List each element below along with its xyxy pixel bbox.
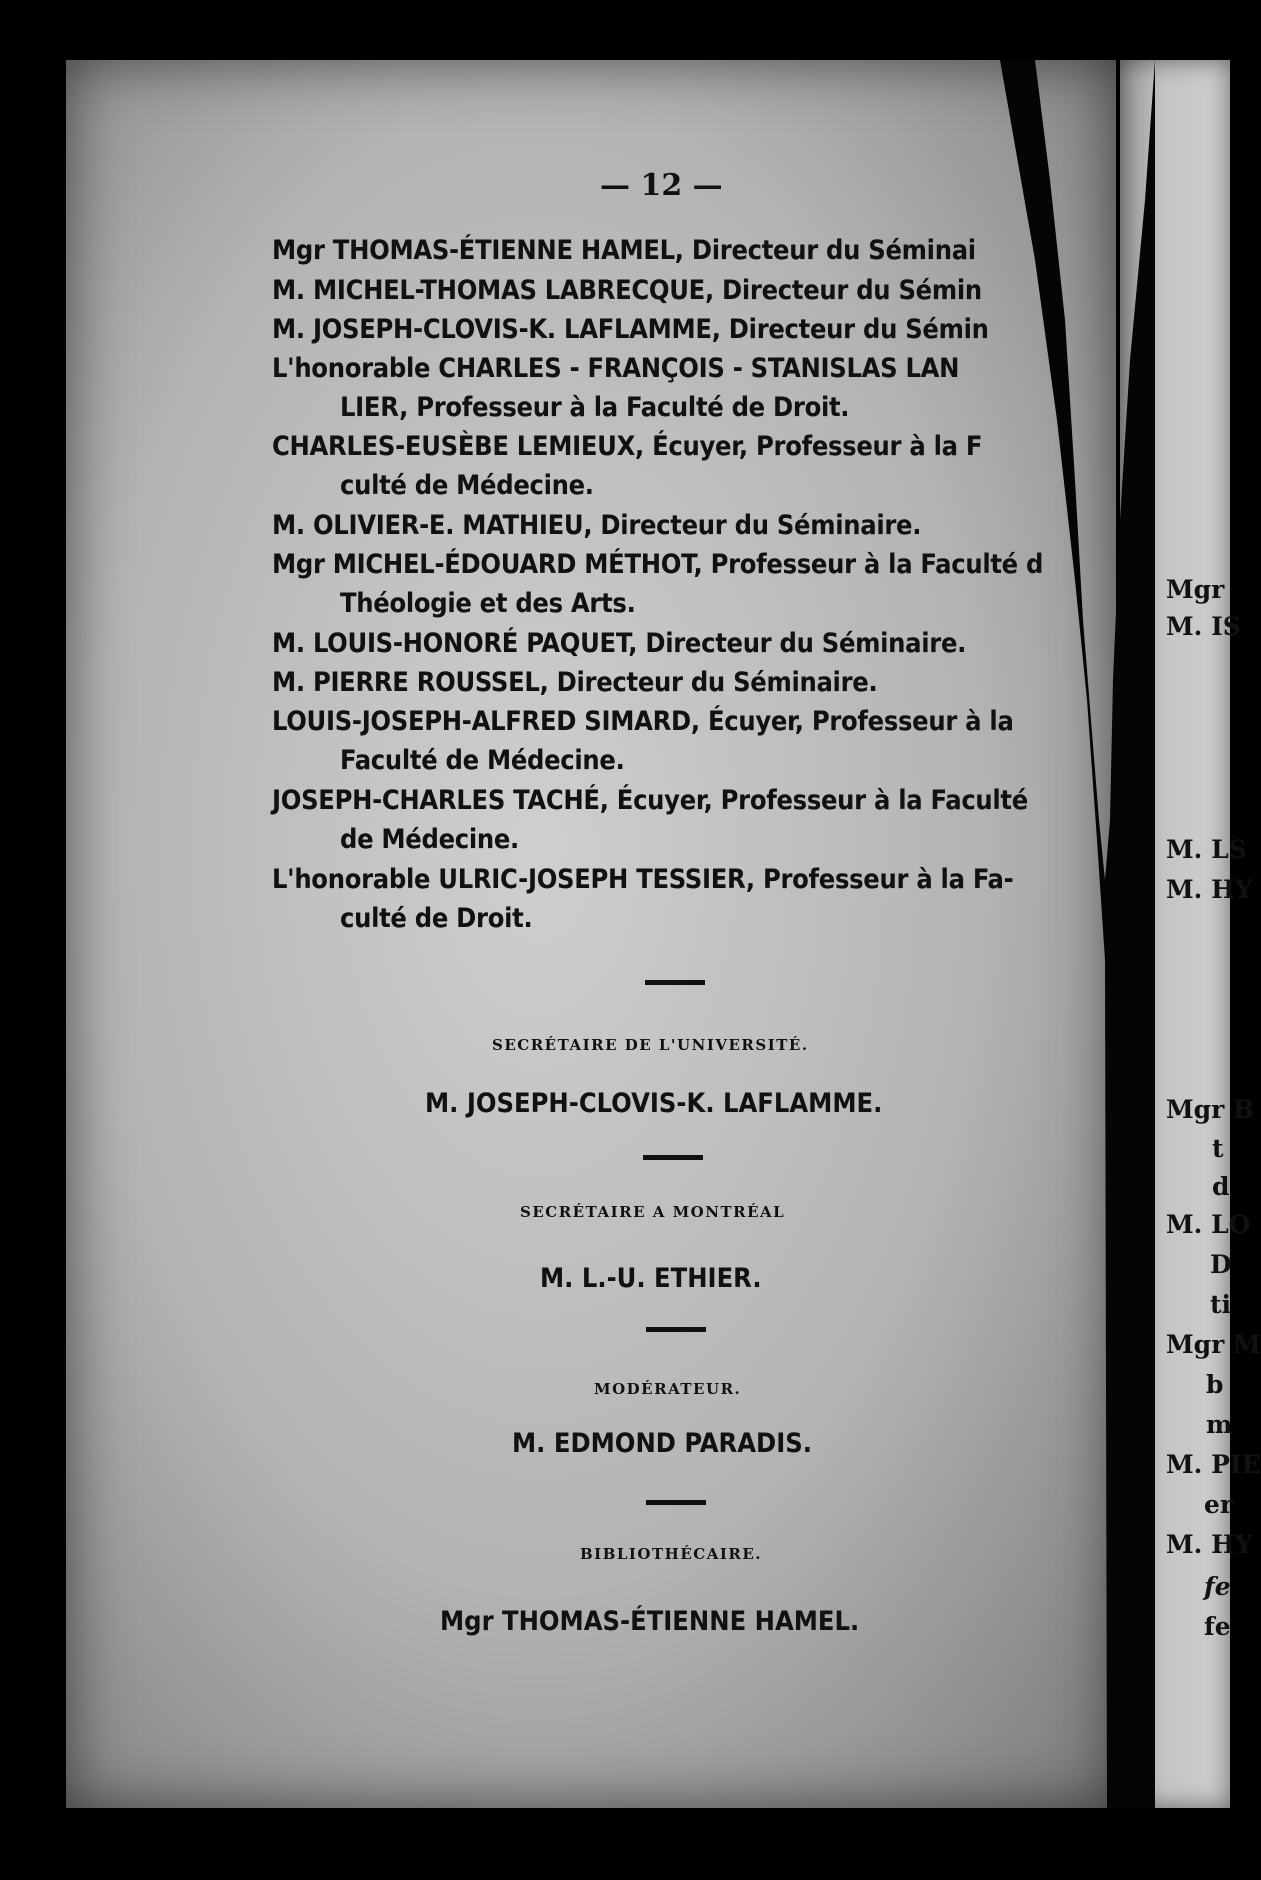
section-heading: BIBLIOTHÉCAIRE.: [580, 1545, 762, 1563]
right-page-fragment: ti: [1210, 1290, 1232, 1319]
right-page-fragment: M. LS: [1166, 835, 1247, 864]
entry-line: LOUIS-JOSEPH-ALFRED SIMARD, Écuyer, Professeur à la: [272, 706, 1014, 737]
entry-continuation: de Médecine.: [340, 824, 519, 855]
divider: [645, 980, 705, 985]
divider: [646, 1327, 706, 1332]
right-page-fragment: d: [1212, 1172, 1230, 1201]
page-tear: [995, 60, 1155, 1808]
entry-line: M. LOUIS-HONORÉ PAQUET, Directeur du Séminaire.: [272, 628, 967, 659]
right-page-fragment: Mgr: [1166, 575, 1225, 604]
right-page-fragment: t: [1212, 1134, 1224, 1163]
right-page-fragment: fe: [1204, 1612, 1231, 1641]
page-number: — 12 —: [600, 168, 723, 203]
right-page-fragment: M. HY: [1166, 1530, 1253, 1559]
right-page-fragment: M. LO: [1166, 1210, 1251, 1239]
entry-line: M. OLIVIER-E. MATHIEU, Directeur du Séminaire.: [272, 510, 922, 541]
right-page-fragment: M. PIE: [1166, 1450, 1261, 1479]
section-heading: SECRÉTAIRE DE L'UNIVERSITÉ.: [492, 1036, 809, 1054]
entry-line: Mgr THOMAS-ÉTIENNE HAMEL, Directeur du Séminai: [272, 235, 976, 266]
right-page-fragment: M. HY: [1166, 875, 1253, 904]
entry-continuation: LIER, Professeur à la Faculté de Droit.: [340, 392, 850, 423]
section-name: M. L.-U. ETHIER.: [540, 1263, 762, 1294]
entry-line: CHARLES-EUSÈBE LEMIEUX, Écuyer, Professeur à la F: [272, 431, 983, 462]
entry-line: Mgr MICHEL-ÉDOUARD MÉTHOT, Professeur à la Faculté d: [272, 549, 1044, 580]
right-page-fragment: D: [1210, 1250, 1232, 1279]
entry-line: JOSEPH-CHARLES TACHÉ, Écuyer, Professeur à la Faculté: [272, 785, 1028, 816]
right-page-fragment: Mgr M: [1166, 1330, 1261, 1359]
entry-continuation: Théologie et des Arts.: [340, 588, 636, 619]
entry-continuation: Faculté de Médecine.: [340, 745, 625, 776]
entry-line: L'honorable CHARLES - FRANÇOIS - STANISLAS LAN: [272, 353, 960, 384]
right-page-fragment: M. IS: [1166, 612, 1241, 641]
entry-continuation: culté de Médecine.: [340, 470, 594, 501]
divider: [646, 1500, 706, 1505]
right-page-fragment: Mgr B: [1166, 1095, 1255, 1124]
entry-line: M. JOSEPH-CLOVIS-K. LAFLAMME, Directeur du Sémin: [272, 314, 989, 345]
section-heading: SECRÉTAIRE A MONTRÉAL: [520, 1203, 786, 1221]
entry-line: L'honorable ULRIC-JOSEPH TESSIER, Professeur à la Fa-: [272, 864, 1014, 895]
section-name: M. JOSEPH-CLOVIS-K. LAFLAMME.: [425, 1088, 883, 1119]
entry-line: M. MICHEL-THOMAS LABRECQUE, Directeur du Sémin: [272, 275, 982, 306]
section-name: M. EDMOND PARADIS.: [512, 1428, 812, 1459]
section-name: Mgr THOMAS-ÉTIENNE HAMEL.: [440, 1606, 860, 1637]
section-heading: MODÉRATEUR.: [594, 1380, 742, 1398]
entry-line: M. PIERRE ROUSSEL, Directeur du Séminaire.: [272, 667, 878, 698]
divider: [643, 1155, 703, 1160]
right-page-fragment: b: [1206, 1370, 1224, 1399]
right-page-fragment: er: [1204, 1490, 1234, 1519]
right-page-fragment: fe: [1204, 1572, 1231, 1601]
entry-continuation: culté de Droit.: [340, 903, 533, 934]
right-page-fragment: m: [1206, 1410, 1233, 1439]
